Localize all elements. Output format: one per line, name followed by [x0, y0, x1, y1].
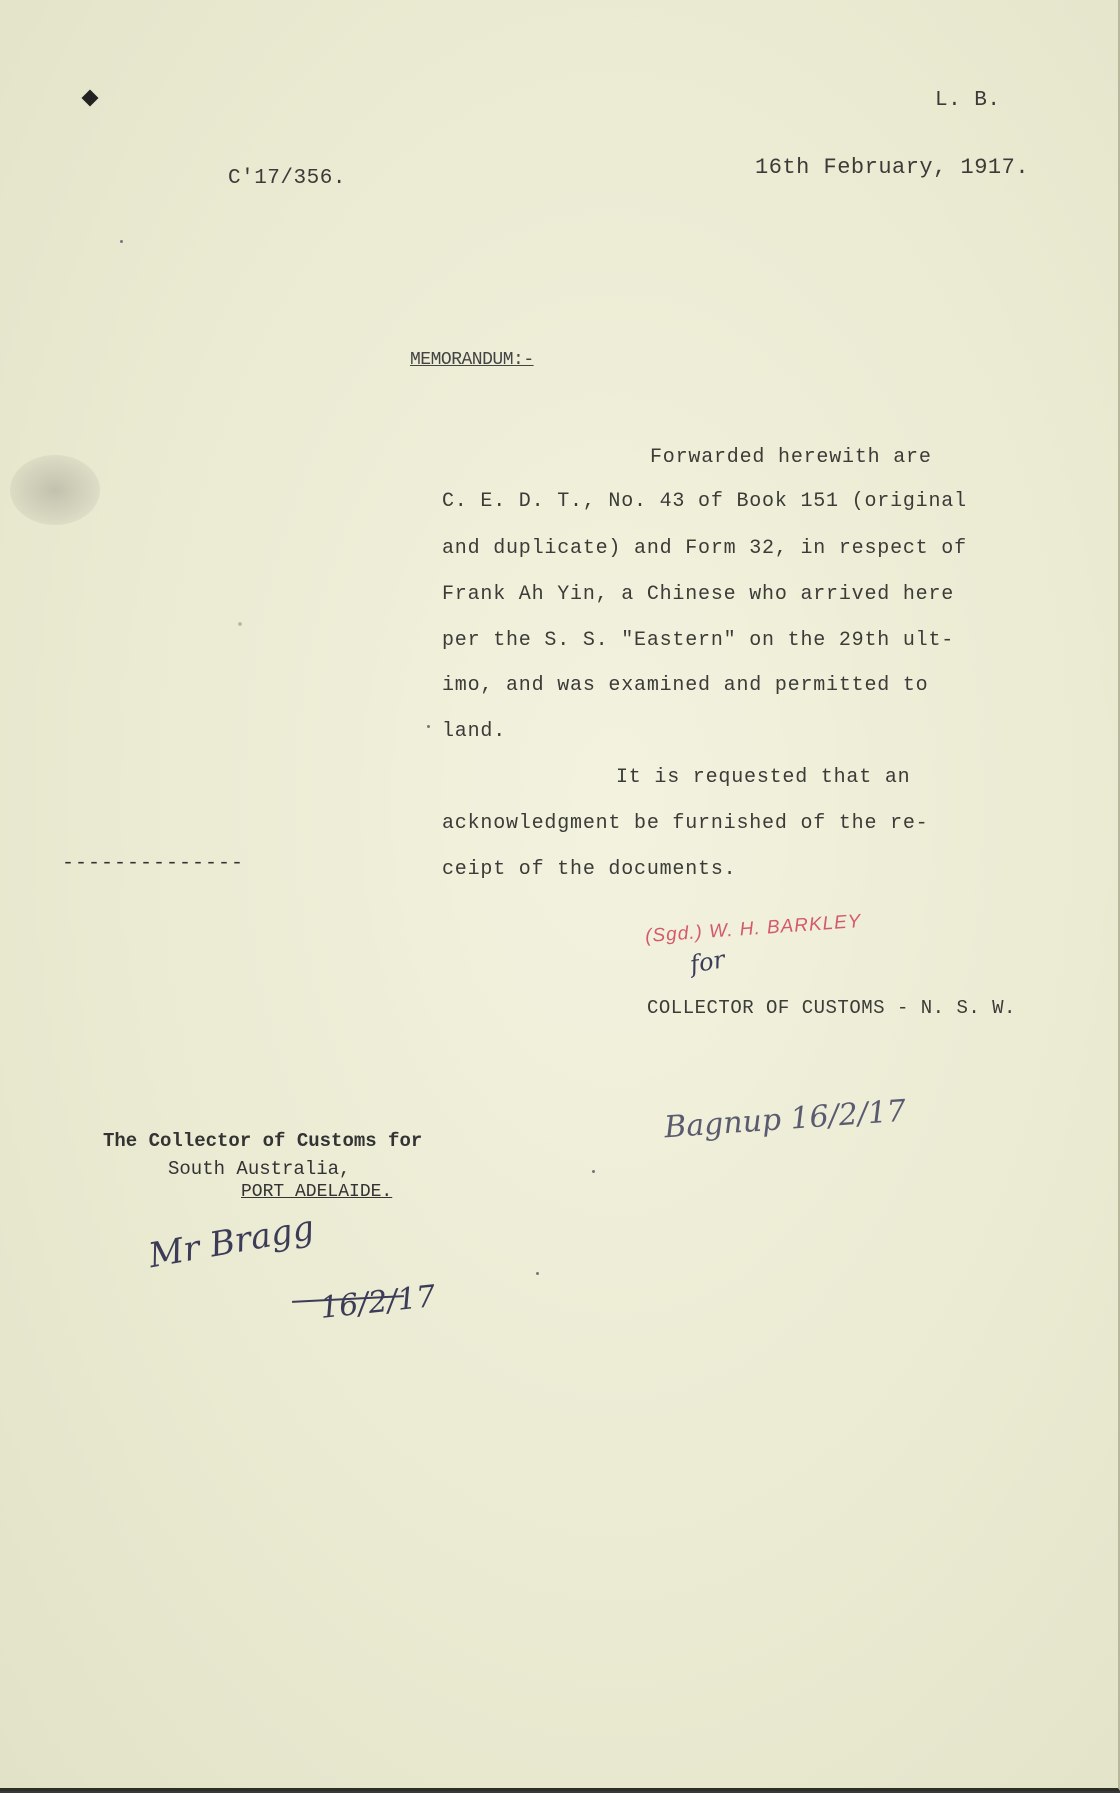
signatory-title: COLLECTOR OF CUSTOMS - N. S. W.: [647, 997, 1016, 1019]
body-line: acknowledgment be furnished of the re-: [442, 812, 929, 835]
addressee-line-1: The Collector of Customs for: [103, 1130, 423, 1152]
reference-lb: L. B.: [935, 89, 1001, 112]
addressee-line-3: PORT ADELAIDE.: [241, 1182, 393, 1202]
dash-rule: --------------: [62, 852, 245, 875]
body-line: imo, and was examined and permitted to: [442, 674, 929, 697]
file-reference: C'17/356.: [228, 167, 346, 190]
body-line: per the S. S. "Eastern" on the 29th ult-: [442, 629, 955, 652]
paper-speck: [427, 725, 430, 728]
body-line: and duplicate) and Form 32, in respect of: [442, 537, 967, 560]
paper-speck: [592, 1170, 595, 1173]
signature-stamp: (Sgd.) W. H. BARKLEY: [644, 910, 863, 948]
addressee-line-2: South Australia,: [168, 1158, 351, 1180]
body-line: C. E. D. T., No. 43 of Book 151 (original: [442, 490, 967, 513]
body-line: Forwarded herewith are: [650, 446, 932, 469]
signature-initials: for: [687, 945, 727, 979]
paper-speck: [120, 240, 123, 243]
body-line: It is requested that an: [616, 766, 911, 789]
paper-speck: [536, 1272, 539, 1275]
body-line: Frank Ah Yin, a Chinese who arrived here: [442, 583, 955, 606]
memo-title: MEMORANDUM:-: [410, 350, 534, 370]
document-date: 16th February, 1917.: [755, 155, 1030, 180]
body-line: land.: [442, 720, 507, 743]
handwritten-name: Mr Bragg: [145, 1207, 318, 1277]
handwritten-note-right: Bagnup 16/2/17: [663, 1093, 908, 1146]
paper-speck: [238, 622, 242, 626]
punch-hole-mark: [82, 90, 99, 107]
body-line: ceipt of the documents.: [442, 858, 737, 881]
paper-smudge: [10, 455, 100, 525]
handwritten-initial-date: 16/2/17: [318, 1279, 438, 1326]
